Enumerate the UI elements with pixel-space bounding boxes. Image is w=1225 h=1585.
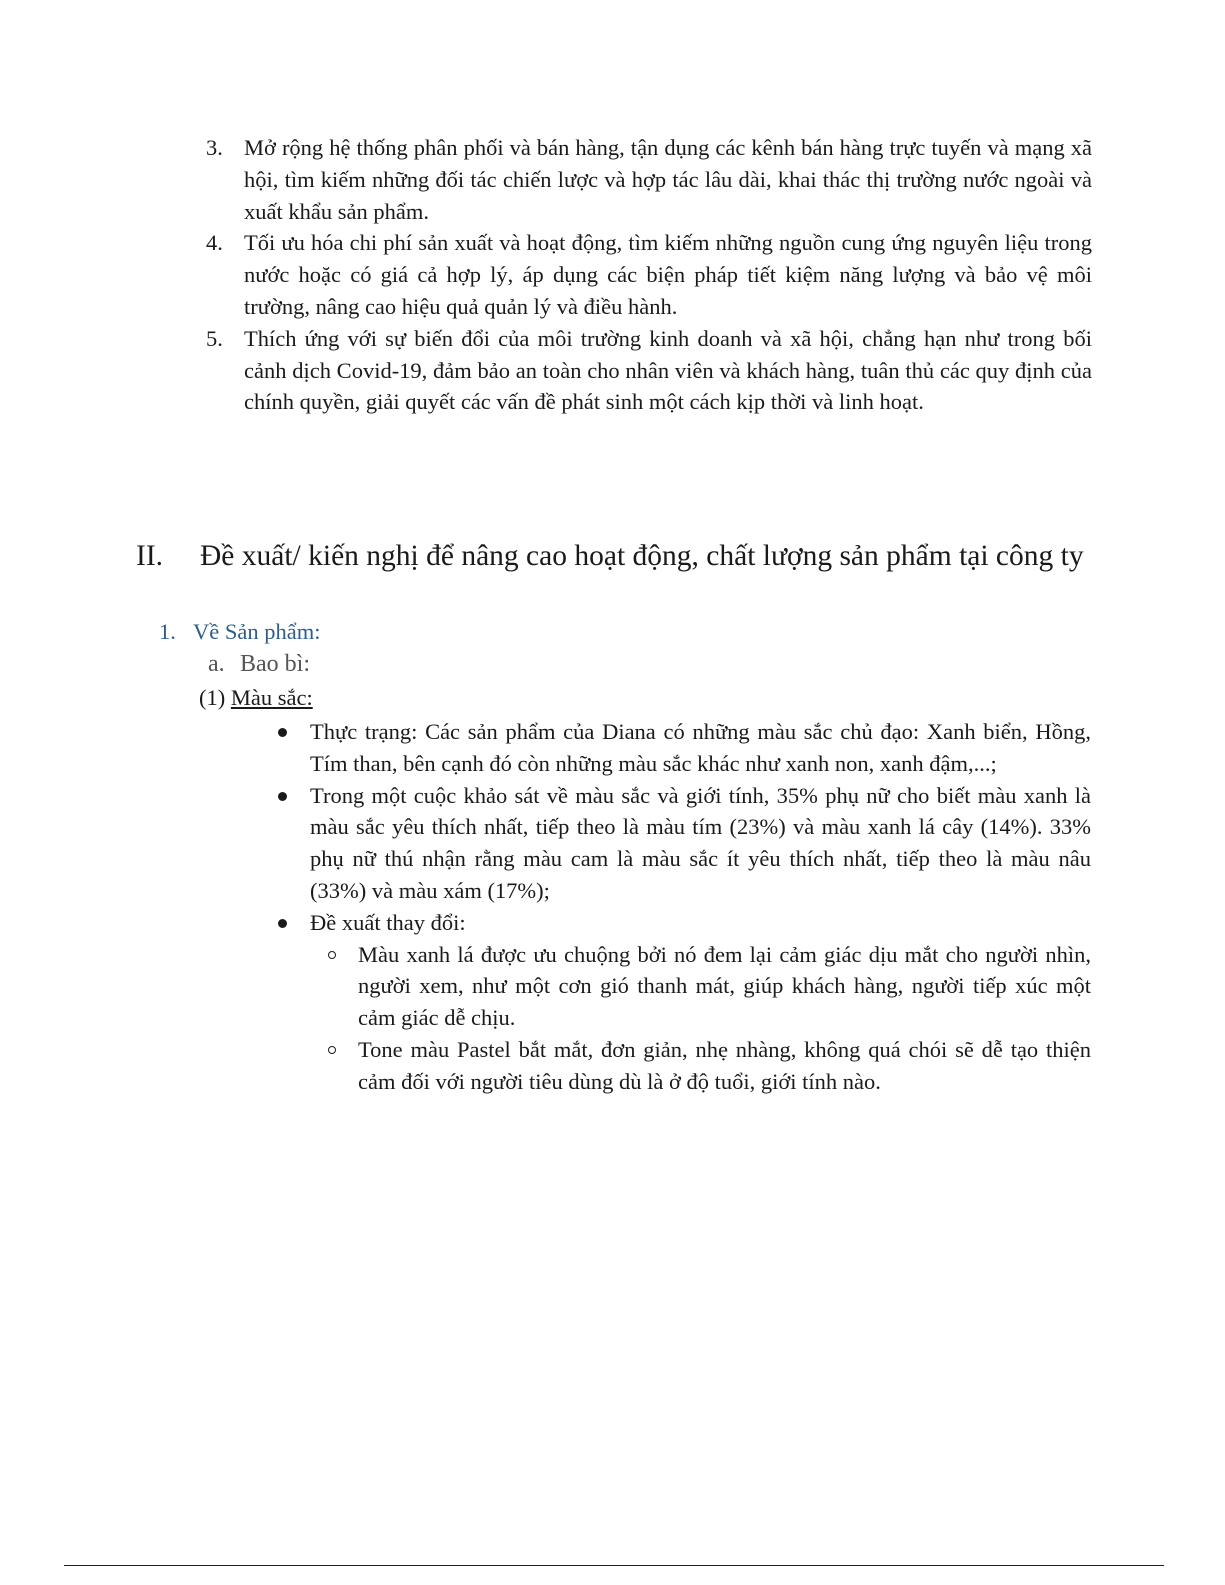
subsection-title: Về Sản phẩm:	[193, 619, 321, 644]
bullet-item	[275, 716, 1091, 780]
list-item	[206, 132, 1092, 227]
bullet-item	[275, 780, 1091, 907]
item-label	[199, 682, 313, 714]
list-item	[206, 323, 1092, 418]
section-heading	[136, 537, 1096, 576]
hollow-circle-icon	[328, 951, 336, 959]
bullet-text: Trong một cuộc khảo sát về màu sắc và giới tính, 35% phụ nữ cho biết màu xanh là màu sắc yêu thích nhất, tiếp theo là màu tím (23%) và màu xanh lá cây (14%). 33% phụ nữ thú nhận rằng màu cam là màu sắc ít yêu thích nhất, tiếp theo là màu nâu (33%) và màu xám (17%);	[310, 782, 1091, 903]
sub-bullet-item	[325, 939, 1091, 1034]
list-marker: 3.	[206, 135, 223, 160]
subsubsection-heading	[208, 648, 310, 681]
bullet-item	[275, 907, 1091, 939]
bullet-dot-icon	[278, 728, 287, 737]
bullet-dot-icon	[278, 919, 287, 928]
bullet-list	[275, 716, 1091, 1098]
subsubsection-marker: a.	[208, 651, 225, 677]
numbered-list	[206, 132, 1092, 418]
sub-bullet-list	[325, 939, 1091, 1098]
list-item-text: Thích ứng với sự biến đổi của môi trường kinh doanh và xã hội, chẳng hạn như trong bối cảnh dịch Covid-19, đảm bảo an toàn cho nhân viên và khách hàng, tuân thủ các quy định của chính quyền, giải quyết các vấn đề phát sinh một cách kịp thời và linh hoạt.	[244, 325, 1092, 415]
subsubsection-title: Bao bì:	[240, 651, 310, 677]
bullet-text: Thực trạng: Các sản phẩm của Diana có những màu sắc chủ đạo: Xanh biển, Hồng, Tím than, bên cạnh đó còn những màu sắc khác như xanh non, xanh đậm,...;	[310, 719, 1091, 776]
subsection-heading	[159, 616, 320, 648]
hollow-circle-icon	[328, 1046, 336, 1054]
section-title: Đề xuất/ kiến nghị để nâng cao hoạt động, chất lượng sản phẩm tại công ty	[200, 540, 1084, 572]
sub-bullet-text: Tone màu Pastel bắt mắt, đơn giản, nhẹ nhàng, không quá chói sẽ dễ tạo thiện cảm đối với người tiêu dùng dù là ở độ tuổi, giới tính nào.	[358, 1036, 1091, 1094]
sub-bullet-item	[325, 1034, 1091, 1098]
item-label-text: Màu sắc:	[230, 685, 313, 710]
section-number: II.	[136, 540, 164, 572]
list-item-text: Mở rộng hệ thống phân phối và bán hàng, tận dụng các kênh bán hàng trực tuyến và mạng xã hội, tìm kiếm những đối tác chiến lược và hợp tác lâu dài, khai thác thị trường nước ngoài và xuất khẩu sản phẩm.	[244, 135, 1092, 224]
page-bottom-divider	[64, 1565, 1164, 1566]
item-marker: (1)	[199, 685, 226, 710]
list-marker: 4.	[206, 230, 223, 256]
bullet-dot-icon	[278, 792, 287, 801]
list-item	[206, 227, 1092, 322]
bullet-text: Đề xuất thay đổi:	[310, 909, 466, 935]
subsection-number: 1.	[159, 619, 176, 644]
sub-bullet-text: Màu xanh lá được ưu chuộng bởi nó đem lại cảm giác dịu mắt cho người nhìn, người xem, như một cơn gió thanh mát, giúp khách hàng, người tiếp xúc một cảm giác dễ chịu.	[358, 941, 1091, 1031]
list-marker: 5.	[206, 325, 223, 351]
list-item-text: Tối ưu hóa chi phí sản xuất và hoạt động, tìm kiếm những nguồn cung ứng nguyên liệu trong nước hoặc có giá cả hợp lý, áp dụng các biện pháp tiết kiệm năng lượng và bảo vệ môi trường, nâng cao hiệu quả quản lý và điều hành.	[244, 230, 1092, 319]
